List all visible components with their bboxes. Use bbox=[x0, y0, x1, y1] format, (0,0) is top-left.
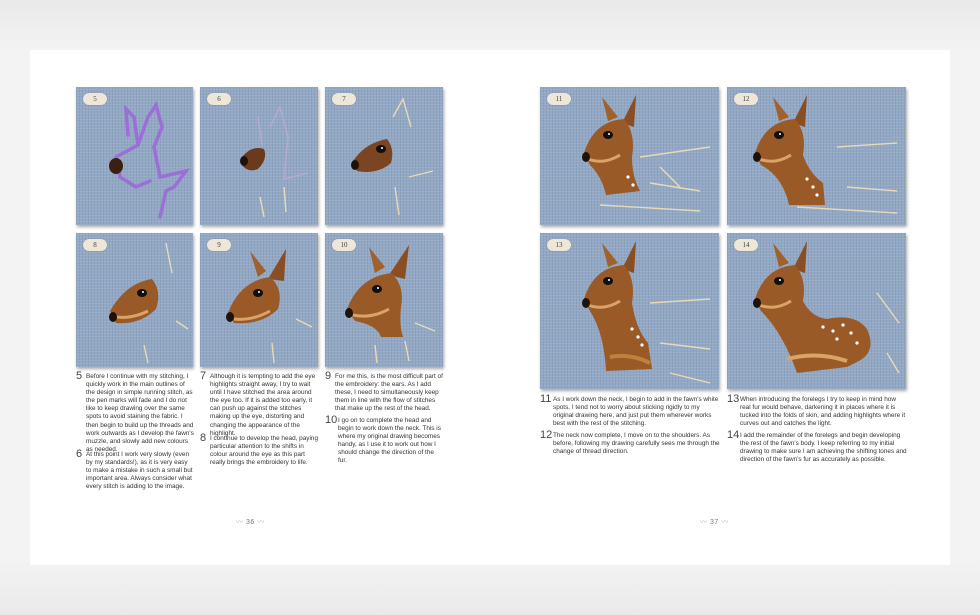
caption-step-11 bbox=[540, 393, 720, 428]
step-photo-11 bbox=[540, 87, 719, 225]
caption-number: 7 bbox=[200, 370, 207, 382]
caption-number: 10 bbox=[325, 414, 338, 426]
caption-step-8 bbox=[200, 432, 319, 467]
page-number: 37 bbox=[709, 519, 719, 526]
caption-text: When introducing the forelegs I try to keep in mind how real fur would behave, darkening it in places where it is tucked into the folds of skin, and adding highlights where it curves out and catches the light. bbox=[740, 396, 906, 428]
caption-number: 6 bbox=[76, 448, 83, 460]
caption-text: The neck now complete, I move on to the shoulders. As before, following my drawing carefully sees me through the change of thread direction. bbox=[553, 432, 720, 456]
caption-step-12 bbox=[540, 429, 720, 456]
caption-text: Before I continue with my stitching, I quickly work in the main outlines of the design in simple running stitch, as the pen marks will fade and I do not like to keep drawing over the same spots to avoid staining the fabric. I then begin to build up the threads and work outwards as I develop the fawn's muzzle, and slowly add new colours as needed. bbox=[86, 373, 194, 453]
caption-number: 12 bbox=[540, 429, 553, 441]
caption-text: At this point I work very slowly (even by my standards!), as it is very easy to make a mistake in such a small but important area. Always consider what every stitch is adding to the image. bbox=[86, 451, 193, 491]
step-photo-5 bbox=[76, 87, 193, 225]
gutter bbox=[470, 50, 510, 565]
embroidery-forelegs bbox=[540, 233, 719, 389]
step-photo-9 bbox=[200, 233, 318, 367]
embroidery-body bbox=[727, 233, 906, 389]
caption-step-6 bbox=[76, 448, 194, 491]
caption-number: 11 bbox=[540, 393, 552, 405]
caption-step-7 bbox=[200, 370, 318, 438]
ornament-icon: 〰 bbox=[721, 519, 729, 526]
embroidery-neck-start bbox=[325, 233, 443, 367]
ornament-icon: 〰 bbox=[257, 519, 265, 526]
embroidery-head bbox=[76, 233, 193, 367]
step-number-badge: 6 bbox=[207, 93, 231, 105]
embroidery-shoulders bbox=[727, 87, 906, 225]
step-number-badge: 13 bbox=[547, 239, 571, 251]
page-folio-right bbox=[700, 517, 729, 527]
caption-text: As I work down the neck, I begin to add in the fawn's white spots. I tend not to worry about sticking rigidly to my original drawing here, and just put them wherever works best with the rest of the stitching. bbox=[553, 396, 719, 428]
page-folio-left bbox=[236, 517, 265, 527]
embroidery-ears bbox=[200, 233, 318, 367]
step-number-badge: 11 bbox=[547, 93, 571, 105]
step-photo-6 bbox=[200, 87, 318, 225]
caption-number: 9 bbox=[325, 370, 332, 382]
caption-step-10 bbox=[325, 414, 443, 466]
caption-text: Although it is tempting to add the eye highlights straight away, I try to wait until I have stitched the area around the eye too. If it is added too early, it can push up against the stitches making up the eye, distorting and changing the appearance of the highlight. bbox=[210, 373, 316, 437]
step-photo-14 bbox=[727, 233, 906, 389]
embroidery-muzzle bbox=[200, 87, 318, 225]
page-number: 36 bbox=[245, 519, 255, 526]
caption-number: 13 bbox=[727, 393, 740, 405]
step-photo-8 bbox=[76, 233, 193, 367]
step-photo-10 bbox=[325, 233, 443, 367]
caption-step-14 bbox=[727, 429, 907, 464]
ornament-icon: 〰 bbox=[700, 519, 708, 526]
ornament-icon: 〰 bbox=[236, 519, 244, 526]
embroidery-outline-drawing bbox=[76, 87, 193, 225]
step-number-badge: 8 bbox=[83, 239, 107, 251]
embroidery-eye bbox=[325, 87, 443, 225]
step-photo-13 bbox=[540, 233, 719, 389]
step-number-badge: 5 bbox=[83, 93, 107, 105]
step-number-badge: 12 bbox=[734, 93, 758, 105]
caption-text: I add the remainder of the forelegs and begin developing the rest of the fawn's body. I keep referring to my initial drawing to make sure I am achieving the shifting tones and direction of the fawn's fur as accurately as possible. bbox=[740, 432, 907, 464]
step-number-badge: 14 bbox=[734, 239, 758, 251]
embroidery-neck-spots bbox=[540, 87, 719, 225]
step-number-badge: 10 bbox=[332, 239, 356, 251]
caption-text: I go on to complete the head and begin to work down the neck. This is where my original drawing becomes handy, as I use it to work out how I should change the direction of the fur. bbox=[338, 417, 441, 465]
step-number-badge: 7 bbox=[332, 93, 356, 105]
caption-step-5 bbox=[76, 370, 194, 454]
caption-step-9 bbox=[325, 370, 443, 413]
caption-number: 14 bbox=[727, 429, 740, 441]
step-photo-7 bbox=[325, 87, 443, 225]
caption-number: 8 bbox=[200, 432, 207, 444]
caption-step-13 bbox=[727, 393, 907, 428]
caption-text: For me this, is the most difficult part of the embroidery: the ears. As I add these, I need to simultaneously keep them in line with the flow of stitches that make up the rest of the head. bbox=[335, 373, 443, 413]
step-photo-12 bbox=[727, 87, 906, 225]
caption-number: 5 bbox=[76, 370, 83, 382]
step-number-badge: 9 bbox=[207, 239, 231, 251]
caption-text: I continue to develop the head, paying particular attention to the shifts in colour around the eye as this part really brings the embroidery to life. bbox=[210, 435, 319, 467]
